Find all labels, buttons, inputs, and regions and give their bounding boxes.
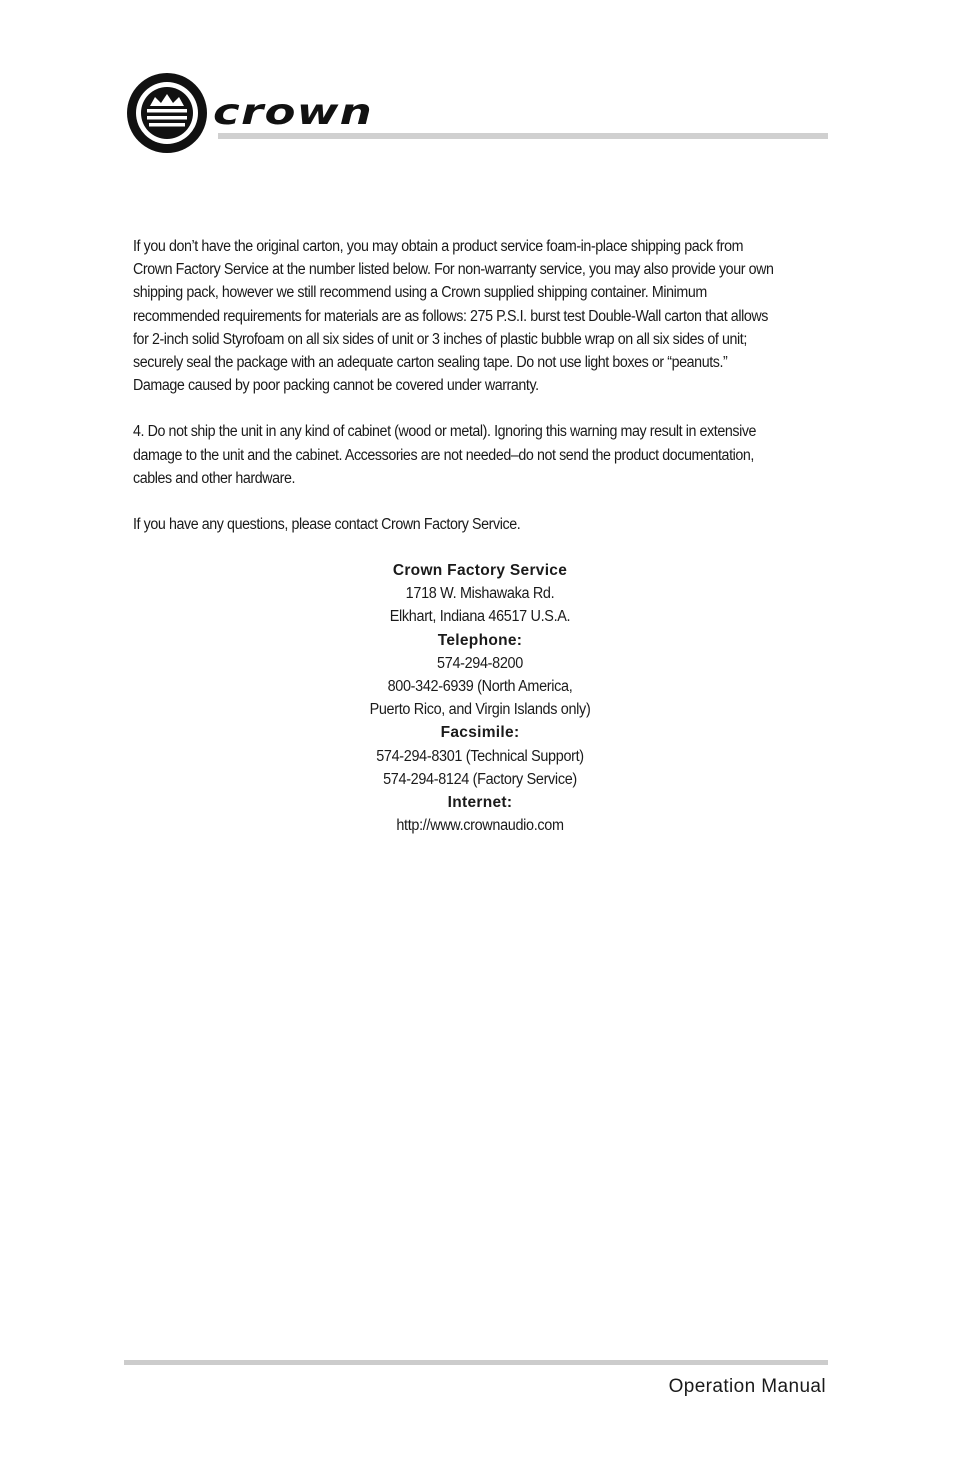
telephone-2: 800-342-6939 (North America, [387,678,573,696]
address-line-1: 1718 W. Mishawaka Rd. [405,585,555,603]
telephone-2-cont: Puerto Rico, and Virgin Islands only) [369,701,591,719]
facsimile-label: Facsimile: [440,724,520,742]
contact-heading: Crown Factory Service [392,562,568,579]
fax-1: 574-294-8301 (Technical Support) [376,747,584,765]
paragraph-questions: If you have any questions, please contact Crown Factory Service. [133,516,521,534]
body-text [133,235,777,559]
fax-2: 574-294-8124 (Factory Service) [383,770,577,788]
telephone-1: 574-294-8200 [437,654,523,672]
contact-block [280,559,680,837]
internet-label: Internet: [447,794,513,812]
footer-rule [124,1360,828,1365]
wordmark-text: crown [213,95,373,131]
footer-label: Operation Manual [668,1376,826,1397]
paragraph-shipping-pack: If you don’t have the original carton, you may obtain a product service foam-in-place shipping pack from Crown Factory Service at the number listed below. For non-warranty service, you may also provide your own shipping pack, however we still recommend using a Crown supplied shipping container. Minimum recommended requirements for materials are as follows: 275 P.S.I. burst test Double-Wall carton that allows for 2-inch solid Styrofoam on all six sides of unit or 3 inches of plastic bubble wrap on all six sides of unit; securely seal the package with an adequate carton sealing tape. Do not use light boxes or “peanuts.” Damage caused by poor packing cannot be covered under warranty. [133,238,774,395]
address-line-2: Elkhart, Indiana 46517 U.S.A. [389,608,571,626]
crown-wordmark [213,95,377,131]
crown-logo-icon [126,72,208,154]
telephone-label: Telephone: [437,631,523,649]
paragraph-cabinet-warning: 4. Do not ship the unit in any kind of cabinet (wood or metal). Ignoring this warning may result in extensive damage to the unit and the cabinet. Accessories are not needed–do not send the product documentation, cables and other hardware. [133,423,757,487]
website-link[interactable]: http://www.crownaudio.com [396,817,564,835]
header-rule [218,133,828,139]
